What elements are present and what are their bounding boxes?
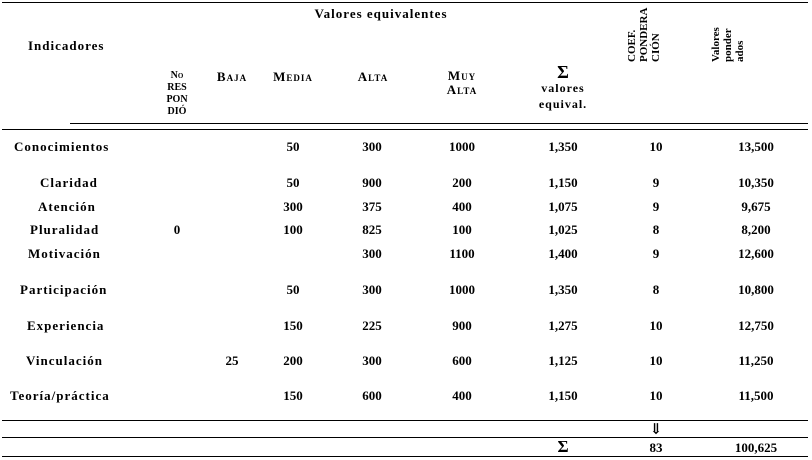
cell-pond: 9,675 (741, 199, 771, 214)
rule-body-bottom (2, 420, 808, 421)
cell-pond: 12,750 (738, 318, 774, 333)
cell-muy-alta: 100 (452, 222, 472, 237)
cell-coef: 8 (652, 222, 660, 237)
cell-coef: 9 (652, 246, 660, 261)
header-valores-ponderados: Valores ponder ados (710, 27, 746, 62)
cell-media: 300 (283, 199, 303, 214)
rule-subheader (70, 123, 808, 124)
header-muy-alta: Muy Alta (446, 68, 478, 97)
cell-no-resp: 0 (173, 222, 181, 237)
row-label: Teoría/práctica (10, 388, 110, 403)
row-label: Claridad (40, 175, 98, 190)
cell-coef: 9 (652, 199, 660, 214)
row-label: Vinculación (26, 353, 103, 368)
cell-baja: 25 (225, 353, 239, 368)
cell-muy-alta: 1100 (449, 246, 475, 261)
ponderado-total: 100,625 (734, 440, 778, 455)
cell-pond: 13,500 (738, 139, 774, 154)
cell-coef: 8 (652, 282, 660, 297)
cell-muy-alta: 1000 (449, 139, 475, 154)
cell-coef: 10 (649, 353, 663, 368)
row-label: Experiencia (27, 318, 105, 333)
cell-media: 150 (283, 388, 303, 403)
row-label: Pluralidad (30, 222, 100, 237)
header-coef: COEF. PONDERA CIÓN (626, 7, 662, 62)
cell-muy-alta: 1000 (449, 282, 475, 297)
cell-sum: 1,350 (548, 139, 578, 154)
rule-bottom (2, 456, 808, 457)
cell-coef: 10 (649, 318, 663, 333)
cell-alta: 375 (362, 199, 382, 214)
cell-sum: 1,150 (548, 388, 578, 403)
header-sum-valores: Σ valores equival. (538, 62, 588, 111)
cell-muy-alta: 400 (452, 388, 472, 403)
cell-pond: 11,500 (738, 388, 774, 403)
group-title: Valores equivalentes (314, 6, 448, 21)
footer-sigma-icon: Σ (557, 437, 569, 456)
cell-media: 50 (286, 175, 300, 190)
cell-pond: 10,800 (738, 282, 774, 297)
cell-sum: 1,150 (548, 175, 578, 190)
cell-media: 150 (283, 318, 303, 333)
header-no-respondio: No RES PON DIÓ (166, 70, 188, 117)
cell-sum: 1,025 (548, 222, 578, 237)
cell-media: 50 (286, 139, 300, 154)
cell-alta: 825 (362, 222, 382, 237)
cell-muy-alta: 900 (452, 318, 472, 333)
rule-top (2, 2, 808, 3)
header-media: Media (273, 69, 313, 84)
cell-alta: 300 (362, 353, 382, 368)
row-label: Participación (20, 282, 108, 297)
cell-alta: 300 (362, 139, 382, 154)
cell-alta: 300 (362, 282, 382, 297)
row-label: Atención (38, 199, 96, 214)
cell-muy-alta: 400 (452, 199, 472, 214)
cell-pond: 12,600 (738, 246, 774, 261)
sigma-icon: Σ (557, 62, 569, 82)
cell-muy-alta: 600 (452, 353, 472, 368)
cell-media: 200 (283, 353, 303, 368)
cell-media: 50 (286, 282, 300, 297)
cell-coef: 10 (649, 139, 663, 154)
coef-total: 83 (649, 440, 663, 455)
row-label: Conocimientos (14, 139, 110, 154)
cell-alta: 900 (362, 175, 382, 190)
header-indicadores: Indicadores (28, 38, 105, 53)
cell-sum: 1,125 (548, 353, 578, 368)
cell-alta: 225 (362, 318, 382, 333)
cell-sum: 1,400 (548, 246, 578, 261)
row-label: Motivación (28, 246, 101, 261)
rule-total-top (2, 437, 808, 438)
cell-sum: 1,350 (548, 282, 578, 297)
cell-muy-alta: 200 (452, 175, 472, 190)
cell-sum: 1,275 (548, 318, 578, 333)
cell-alta: 300 (362, 246, 382, 261)
cell-coef: 10 (649, 388, 663, 403)
cell-pond: 11,250 (738, 353, 774, 368)
cell-media: 100 (283, 222, 303, 237)
header-baja: Baja (216, 69, 248, 84)
header-alta: Alta (357, 69, 389, 84)
cell-coef: 9 (652, 175, 660, 190)
down-arrow-icon: ⇓ (649, 422, 663, 438)
cell-sum: 1,075 (548, 199, 578, 214)
cell-alta: 600 (362, 388, 382, 403)
rule-header-bottom (2, 129, 808, 130)
cell-pond: 8,200 (741, 222, 771, 237)
cell-pond: 10,350 (738, 175, 774, 190)
